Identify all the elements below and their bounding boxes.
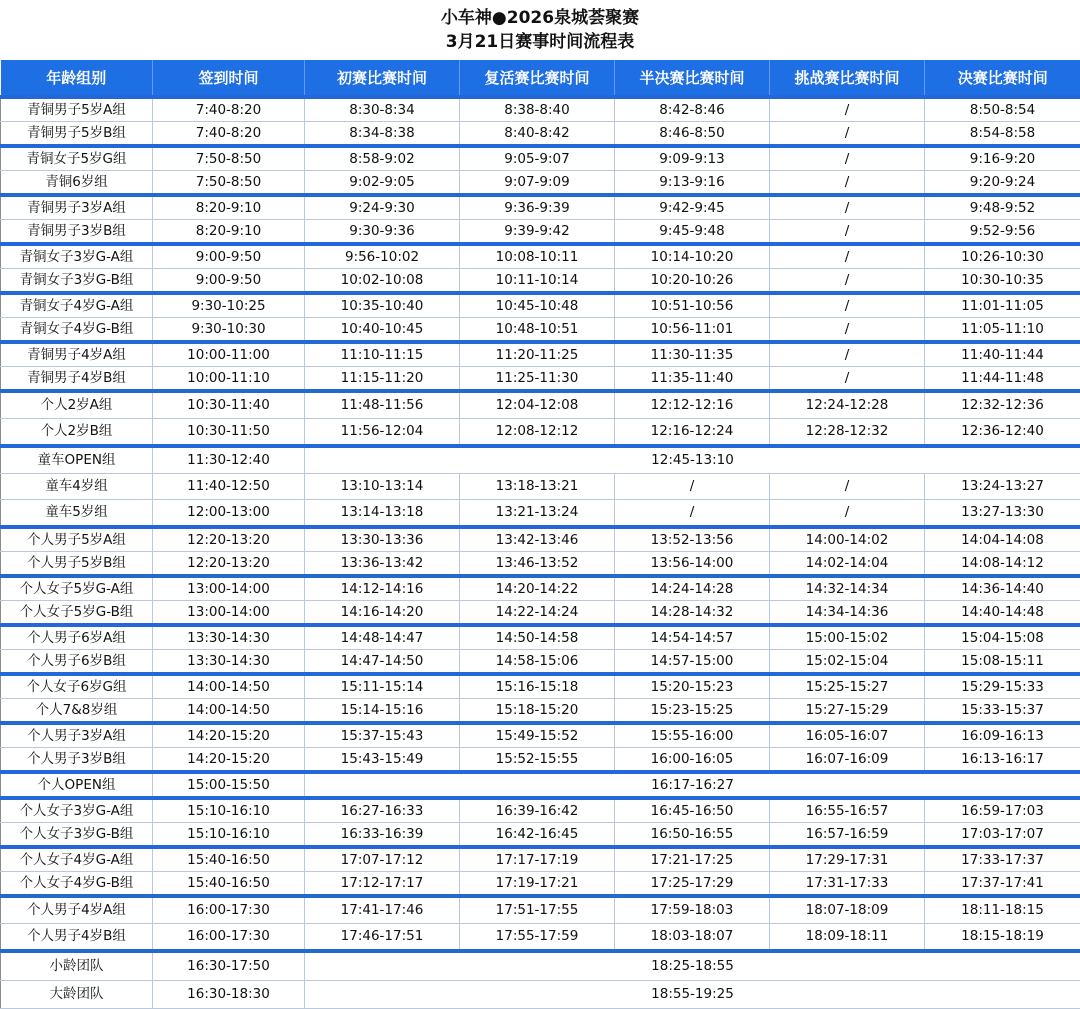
cell-semifinal: 15:23-15:25	[615, 699, 770, 724]
cell-semifinal: 18:03-18:07	[615, 924, 770, 952]
cell-preliminary: 8:34-8:38	[305, 122, 460, 147]
cell-repechage: 9:36-9:39	[460, 195, 615, 220]
cell-preliminary: 9:02-9:05	[305, 171, 460, 196]
cell-group: 个人7&8岁组	[1, 699, 153, 724]
cell-group: 童车OPEN组	[1, 446, 153, 474]
cell-challenge: /	[770, 342, 925, 367]
table-row	[1, 527, 1080, 552]
table-row	[1, 625, 1080, 650]
cell-checkin: 14:20-15:20	[153, 748, 305, 773]
cell-semifinal: 11:30-11:35	[615, 342, 770, 367]
cell-final: 11:01-11:05	[925, 293, 1080, 318]
cell-final: 10:26-10:30	[925, 244, 1080, 269]
col-header-semifinal: 半决赛比赛时间	[615, 60, 770, 97]
cell-challenge: /	[770, 500, 925, 528]
table-row	[1, 146, 1080, 171]
cell-final: 9:16-9:20	[925, 146, 1080, 171]
cell-challenge: /	[770, 244, 925, 269]
cell-semifinal: 14:57-15:00	[615, 650, 770, 675]
table-row	[1, 318, 1080, 343]
cell-repechage: 10:45-10:48	[460, 293, 615, 318]
cell-final: 13:27-13:30	[925, 500, 1080, 528]
cell-checkin: 9:00-9:50	[153, 244, 305, 269]
cell-preliminary: 14:12-14:16	[305, 576, 460, 601]
cell-challenge: /	[770, 146, 925, 171]
cell-checkin: 14:00-14:50	[153, 699, 305, 724]
cell-semifinal: 17:59-18:03	[615, 896, 770, 924]
cell-repechage: 8:38-8:40	[460, 97, 615, 122]
cell-challenge: 12:28-12:32	[770, 419, 925, 447]
cell-challenge: 15:00-15:02	[770, 625, 925, 650]
cell-preliminary: 11:15-11:20	[305, 367, 460, 392]
cell-challenge: /	[770, 293, 925, 318]
cell-preliminary: 11:56-12:04	[305, 419, 460, 447]
cell-checkin: 11:30-12:40	[153, 446, 305, 474]
cell-group: 个人男子6岁B组	[1, 650, 153, 675]
cell-group: 个人男子4岁A组	[1, 896, 153, 924]
table-row	[1, 798, 1080, 823]
cell-repechage: 13:42-13:46	[460, 527, 615, 552]
cell-repechage: 17:51-17:55	[460, 896, 615, 924]
cell-semifinal: 9:45-9:48	[615, 220, 770, 245]
table-row	[1, 97, 1080, 122]
table-row	[1, 951, 1080, 981]
cell-final: 14:36-14:40	[925, 576, 1080, 601]
cell-merged-times: 16:17-16:27	[305, 772, 1080, 798]
cell-final: 12:36-12:40	[925, 419, 1080, 447]
cell-checkin: 7:50-8:50	[153, 146, 305, 171]
cell-group: 大龄团队	[1, 981, 153, 1009]
cell-final: 11:44-11:48	[925, 367, 1080, 392]
cell-group: 个人男子5岁B组	[1, 552, 153, 577]
cell-merged-times: 18:25-18:55	[305, 951, 1080, 981]
cell-final: 15:08-15:11	[925, 650, 1080, 675]
cell-preliminary: 13:30-13:36	[305, 527, 460, 552]
cell-checkin: 7:40-8:20	[153, 97, 305, 122]
cell-checkin: 9:30-10:25	[153, 293, 305, 318]
cell-preliminary: 15:14-15:16	[305, 699, 460, 724]
cell-semifinal: 12:16-12:24	[615, 419, 770, 447]
table-row	[1, 847, 1080, 872]
cell-checkin: 15:40-16:50	[153, 847, 305, 872]
cell-checkin: 12:20-13:20	[153, 552, 305, 577]
cell-repechage: 8:40-8:42	[460, 122, 615, 147]
cell-challenge: 14:32-14:34	[770, 576, 925, 601]
cell-final: 9:52-9:56	[925, 220, 1080, 245]
cell-group: 青铜男子5岁A组	[1, 97, 153, 122]
table-row	[1, 244, 1080, 269]
cell-final: 15:29-15:33	[925, 674, 1080, 699]
table-row	[1, 699, 1080, 724]
cell-challenge: 14:02-14:04	[770, 552, 925, 577]
cell-checkin: 9:00-9:50	[153, 269, 305, 294]
cell-repechage: 9:07-9:09	[460, 171, 615, 196]
cell-preliminary: 17:46-17:51	[305, 924, 460, 952]
cell-challenge: 15:27-15:29	[770, 699, 925, 724]
cell-final: 16:59-17:03	[925, 798, 1080, 823]
cell-semifinal: /	[615, 500, 770, 528]
cell-preliminary: 15:43-15:49	[305, 748, 460, 773]
cell-preliminary: 15:37-15:43	[305, 723, 460, 748]
cell-group: 个人女子3岁G-B组	[1, 823, 153, 848]
cell-group: 青铜男子4岁A组	[1, 342, 153, 367]
cell-checkin: 8:20-9:10	[153, 220, 305, 245]
cell-group: 个人女子4岁G-B组	[1, 872, 153, 897]
cell-group: 青铜6岁组	[1, 171, 153, 196]
cell-challenge: /	[770, 220, 925, 245]
cell-semifinal: 11:35-11:40	[615, 367, 770, 392]
cell-preliminary: 17:41-17:46	[305, 896, 460, 924]
cell-preliminary: 16:27-16:33	[305, 798, 460, 823]
cell-checkin: 14:20-15:20	[153, 723, 305, 748]
cell-preliminary: 13:14-13:18	[305, 500, 460, 528]
cell-group: 小龄团队	[1, 951, 153, 981]
cell-challenge: 15:25-15:27	[770, 674, 925, 699]
cell-semifinal: 14:54-14:57	[615, 625, 770, 650]
table-row	[1, 772, 1080, 798]
table-row	[1, 122, 1080, 147]
cell-checkin: 16:00-17:30	[153, 924, 305, 952]
cell-preliminary: 8:30-8:34	[305, 97, 460, 122]
cell-group: 青铜女子5岁G组	[1, 146, 153, 171]
cell-repechage: 13:21-13:24	[460, 500, 615, 528]
cell-semifinal: 12:12-12:16	[615, 391, 770, 419]
cell-final: 9:48-9:52	[925, 195, 1080, 220]
cell-semifinal: 15:20-15:23	[615, 674, 770, 699]
cell-group: 个人男子5岁A组	[1, 527, 153, 552]
table-row	[1, 674, 1080, 699]
cell-semifinal: 10:14-10:20	[615, 244, 770, 269]
cell-checkin: 12:20-13:20	[153, 527, 305, 552]
cell-checkin: 7:50-8:50	[153, 171, 305, 196]
cell-final: 18:15-18:19	[925, 924, 1080, 952]
table-row	[1, 823, 1080, 848]
cell-checkin: 16:30-18:30	[153, 981, 305, 1009]
table-row	[1, 474, 1080, 500]
table-row	[1, 500, 1080, 528]
cell-challenge: /	[770, 122, 925, 147]
cell-checkin: 10:30-11:40	[153, 391, 305, 419]
cell-final: 11:05-11:10	[925, 318, 1080, 343]
table-row	[1, 195, 1080, 220]
cell-challenge: 18:07-18:09	[770, 896, 925, 924]
cell-checkin: 13:30-14:30	[153, 650, 305, 675]
cell-group: 青铜女子4岁G-A组	[1, 293, 153, 318]
cell-preliminary: 14:47-14:50	[305, 650, 460, 675]
cell-final: 16:13-16:17	[925, 748, 1080, 773]
table-row	[1, 446, 1080, 474]
cell-repechage: 9:05-9:07	[460, 146, 615, 171]
cell-challenge: 15:02-15:04	[770, 650, 925, 675]
cell-semifinal: 10:56-11:01	[615, 318, 770, 343]
cell-semifinal: 14:28-14:32	[615, 601, 770, 626]
cell-checkin: 15:40-16:50	[153, 872, 305, 897]
cell-checkin: 15:10-16:10	[153, 798, 305, 823]
cell-semifinal: 14:24-14:28	[615, 576, 770, 601]
table-row	[1, 748, 1080, 773]
cell-final: 14:08-14:12	[925, 552, 1080, 577]
cell-repechage: 12:04-12:08	[460, 391, 615, 419]
cell-semifinal: 16:00-16:05	[615, 748, 770, 773]
cell-checkin: 10:30-11:50	[153, 419, 305, 447]
cell-group: 个人OPEN组	[1, 772, 153, 798]
cell-repechage: 14:20-14:22	[460, 576, 615, 601]
cell-repechage: 10:11-10:14	[460, 269, 615, 294]
cell-preliminary: 9:56-10:02	[305, 244, 460, 269]
cell-semifinal: 8:46-8:50	[615, 122, 770, 147]
cell-final: 9:20-9:24	[925, 171, 1080, 196]
table-body	[1, 97, 1080, 1009]
cell-challenge: 18:09-18:11	[770, 924, 925, 952]
cell-group: 青铜男子3岁B组	[1, 220, 153, 245]
table-row	[1, 872, 1080, 897]
cell-repechage: 14:58-15:06	[460, 650, 615, 675]
cell-semifinal: 17:21-17:25	[615, 847, 770, 872]
cell-checkin: 16:00-17:30	[153, 896, 305, 924]
cell-challenge: 14:00-14:02	[770, 527, 925, 552]
cell-checkin: 13:00-14:00	[153, 576, 305, 601]
cell-checkin: 13:30-14:30	[153, 625, 305, 650]
cell-preliminary: 11:10-11:15	[305, 342, 460, 367]
cell-semifinal: 16:45-16:50	[615, 798, 770, 823]
table-row	[1, 650, 1080, 675]
cell-repechage: 17:55-17:59	[460, 924, 615, 952]
cell-semifinal: 9:13-9:16	[615, 171, 770, 196]
cell-final: 10:30-10:35	[925, 269, 1080, 294]
cell-checkin: 16:30-17:50	[153, 951, 305, 981]
cell-final: 16:09-16:13	[925, 723, 1080, 748]
cell-merged-times: 18:55-19:25	[305, 981, 1080, 1009]
cell-preliminary: 8:58-9:02	[305, 146, 460, 171]
cell-preliminary: 10:02-10:08	[305, 269, 460, 294]
cell-repechage: 15:52-15:55	[460, 748, 615, 773]
cell-final: 14:04-14:08	[925, 527, 1080, 552]
cell-challenge: /	[770, 367, 925, 392]
cell-preliminary: 10:40-10:45	[305, 318, 460, 343]
cell-repechage: 15:49-15:52	[460, 723, 615, 748]
header-row	[1, 60, 1080, 97]
col-header-final: 决赛比赛时间	[925, 60, 1080, 97]
cell-group: 个人女子6岁G组	[1, 674, 153, 699]
cell-challenge: /	[770, 474, 925, 500]
cell-group: 个人女子5岁G-A组	[1, 576, 153, 601]
cell-preliminary: 11:48-11:56	[305, 391, 460, 419]
cell-final: 17:37-17:41	[925, 872, 1080, 897]
cell-checkin: 12:00-13:00	[153, 500, 305, 528]
cell-checkin: 11:40-12:50	[153, 474, 305, 500]
cell-group: 个人2岁A组	[1, 391, 153, 419]
cell-challenge: 16:57-16:59	[770, 823, 925, 848]
table-row	[1, 342, 1080, 367]
cell-group: 青铜女子3岁G-A组	[1, 244, 153, 269]
cell-semifinal: 17:25-17:29	[615, 872, 770, 897]
cell-group: 个人男子3岁A组	[1, 723, 153, 748]
cell-preliminary: 15:11-15:14	[305, 674, 460, 699]
table-row	[1, 293, 1080, 318]
cell-challenge: 17:31-17:33	[770, 872, 925, 897]
col-header-preliminary: 初赛比赛时间	[305, 60, 460, 97]
cell-checkin: 15:10-16:10	[153, 823, 305, 848]
cell-preliminary: 9:30-9:36	[305, 220, 460, 245]
table-row	[1, 576, 1080, 601]
title-line-1: 小车神●2026泉城荟聚赛	[441, 6, 639, 30]
title-line-2: 3月21日赛事时间流程表	[446, 30, 635, 54]
cell-repechage: 15:16-15:18	[460, 674, 615, 699]
cell-semifinal: 10:51-10:56	[615, 293, 770, 318]
cell-preliminary: 14:16-14:20	[305, 601, 460, 626]
col-header-challenge: 挑战赛比赛时间	[770, 60, 925, 97]
cell-repechage: 10:48-10:51	[460, 318, 615, 343]
cell-checkin: 9:30-10:30	[153, 318, 305, 343]
cell-repechage: 9:39-9:42	[460, 220, 615, 245]
cell-final: 17:33-17:37	[925, 847, 1080, 872]
cell-final: 11:40-11:44	[925, 342, 1080, 367]
cell-semifinal: /	[615, 474, 770, 500]
cell-challenge: 12:24-12:28	[770, 391, 925, 419]
table-row	[1, 924, 1080, 952]
cell-preliminary: 9:24-9:30	[305, 195, 460, 220]
table-row	[1, 601, 1080, 626]
cell-challenge: /	[770, 195, 925, 220]
cell-repechage: 16:39-16:42	[460, 798, 615, 823]
cell-repechage: 17:17-17:19	[460, 847, 615, 872]
cell-final: 17:03-17:07	[925, 823, 1080, 848]
cell-final: 15:04-15:08	[925, 625, 1080, 650]
table-row	[1, 367, 1080, 392]
page-title	[0, 0, 1080, 60]
cell-challenge: /	[770, 97, 925, 122]
cell-repechage: 14:22-14:24	[460, 601, 615, 626]
cell-checkin: 10:00-11:00	[153, 342, 305, 367]
table-row	[1, 981, 1080, 1009]
cell-repechage: 11:20-11:25	[460, 342, 615, 367]
cell-final: 12:32-12:36	[925, 391, 1080, 419]
cell-group: 个人女子4岁G-A组	[1, 847, 153, 872]
table-row	[1, 419, 1080, 447]
cell-group: 童车5岁组	[1, 500, 153, 528]
cell-preliminary: 17:12-17:17	[305, 872, 460, 897]
cell-semifinal: 15:55-16:00	[615, 723, 770, 748]
cell-checkin: 13:00-14:00	[153, 601, 305, 626]
col-header-repechage: 复活赛比赛时间	[460, 60, 615, 97]
cell-final: 18:11-18:15	[925, 896, 1080, 924]
cell-preliminary: 16:33-16:39	[305, 823, 460, 848]
cell-repechage: 16:42-16:45	[460, 823, 615, 848]
cell-group: 个人男子6岁A组	[1, 625, 153, 650]
schedule-table	[0, 60, 1080, 1009]
cell-group: 青铜男子5岁B组	[1, 122, 153, 147]
cell-challenge: /	[770, 171, 925, 196]
cell-checkin: 7:40-8:20	[153, 122, 305, 147]
table-row	[1, 552, 1080, 577]
cell-final: 8:50-8:54	[925, 97, 1080, 122]
cell-challenge: /	[770, 269, 925, 294]
cell-group: 个人女子5岁G-B组	[1, 601, 153, 626]
cell-final: 8:54-8:58	[925, 122, 1080, 147]
table-row	[1, 269, 1080, 294]
col-header-group: 年龄组别	[1, 60, 153, 97]
cell-group: 个人2岁B组	[1, 419, 153, 447]
table-row	[1, 171, 1080, 196]
cell-repechage: 11:25-11:30	[460, 367, 615, 392]
cell-challenge: 14:34-14:36	[770, 601, 925, 626]
cell-semifinal: 13:52-13:56	[615, 527, 770, 552]
cell-semifinal: 10:20-10:26	[615, 269, 770, 294]
cell-challenge: 16:05-16:07	[770, 723, 925, 748]
cell-semifinal: 16:50-16:55	[615, 823, 770, 848]
col-header-checkin: 签到时间	[153, 60, 305, 97]
cell-repechage: 17:19-17:21	[460, 872, 615, 897]
cell-group: 童车4岁组	[1, 474, 153, 500]
cell-group: 青铜女子3岁G-B组	[1, 269, 153, 294]
cell-group: 青铜女子4岁G-B组	[1, 318, 153, 343]
cell-challenge: /	[770, 318, 925, 343]
cell-challenge: 16:07-16:09	[770, 748, 925, 773]
cell-semifinal: 8:42-8:46	[615, 97, 770, 122]
cell-group: 个人男子3岁B组	[1, 748, 153, 773]
cell-final: 14:40-14:48	[925, 601, 1080, 626]
cell-merged-times: 12:45-13:10	[305, 446, 1080, 474]
cell-challenge: 16:55-16:57	[770, 798, 925, 823]
cell-repechage: 13:46-13:52	[460, 552, 615, 577]
table-row	[1, 391, 1080, 419]
cell-checkin: 15:00-15:50	[153, 772, 305, 798]
cell-repechage: 15:18-15:20	[460, 699, 615, 724]
cell-checkin: 8:20-9:10	[153, 195, 305, 220]
cell-checkin: 10:00-11:10	[153, 367, 305, 392]
cell-checkin: 14:00-14:50	[153, 674, 305, 699]
cell-final: 15:33-15:37	[925, 699, 1080, 724]
cell-final: 13:24-13:27	[925, 474, 1080, 500]
cell-preliminary: 13:10-13:14	[305, 474, 460, 500]
cell-preliminary: 14:48-14:47	[305, 625, 460, 650]
cell-semifinal: 13:56-14:00	[615, 552, 770, 577]
cell-semifinal: 9:42-9:45	[615, 195, 770, 220]
cell-group: 青铜男子4岁B组	[1, 367, 153, 392]
cell-group: 个人男子4岁B组	[1, 924, 153, 952]
cell-group: 青铜男子3岁A组	[1, 195, 153, 220]
cell-preliminary: 10:35-10:40	[305, 293, 460, 318]
table-row	[1, 220, 1080, 245]
cell-repechage: 12:08-12:12	[460, 419, 615, 447]
cell-repechage: 13:18-13:21	[460, 474, 615, 500]
table-row	[1, 723, 1080, 748]
cell-challenge: 17:29-17:31	[770, 847, 925, 872]
cell-preliminary: 13:36-13:42	[305, 552, 460, 577]
cell-semifinal: 9:09-9:13	[615, 146, 770, 171]
table-row	[1, 896, 1080, 924]
cell-group: 个人女子3岁G-A组	[1, 798, 153, 823]
cell-repechage: 10:08-10:11	[460, 244, 615, 269]
cell-repechage: 14:50-14:58	[460, 625, 615, 650]
cell-preliminary: 17:07-17:12	[305, 847, 460, 872]
